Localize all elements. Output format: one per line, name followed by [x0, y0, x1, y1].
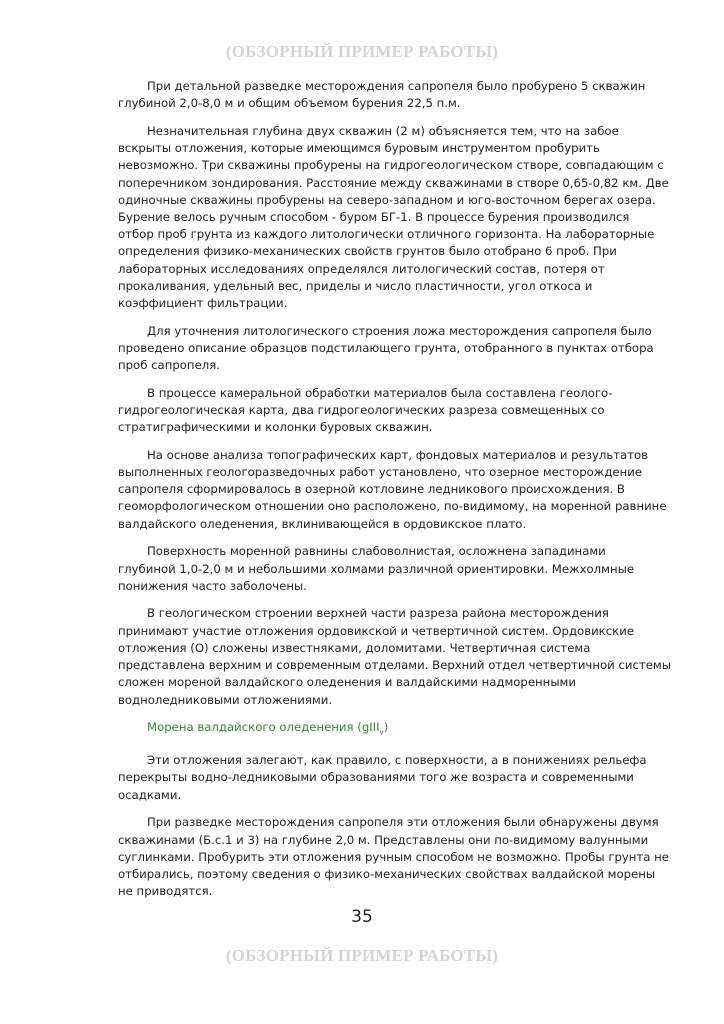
paragraph	[118, 323, 688, 375]
heading-main: Морена валдайского оледенения (gIII	[147, 720, 380, 735]
paragraph	[118, 543, 688, 595]
section-heading	[118, 719, 688, 742]
paragraph-line: В процессе камеральной обработки материалов была составлена геолого-	[147, 385, 613, 400]
paragraph-line: лабораторных исследованиях определялся литологический состав, потеря от	[118, 261, 605, 276]
paragraph-line: не приводятся.	[118, 884, 213, 899]
paragraph-line: Незначительная глубина двух скважин (2 м) объясняется тем, что на забое	[147, 123, 619, 138]
paragraph-line: невозможно. Три скважины пробурены на гидрогеологическом створе, совпадающим с	[118, 158, 664, 173]
paragraph-line: геоморфологическом отношении оно расположено, по-видимому, на моренной равнине	[118, 499, 667, 514]
paragraph-line: Бурение велось ручным способом - буром БГ-1. В процессе бурения производился	[118, 209, 630, 224]
paragraph-line: сапропеля сформировалось в озерной котловине ледникового происхождения. В	[118, 482, 625, 497]
paragraph-line: Поверхность моренной равнины слабоволнистая, осложнена западинами	[147, 544, 606, 559]
heading-tail: )	[383, 720, 389, 735]
page-number: 35	[351, 907, 373, 927]
paragraph	[118, 385, 688, 437]
paragraph-line: принимают участие отложения ордовикской и четвертичной систем. Ордовикские	[118, 623, 635, 638]
paragraph	[118, 605, 688, 708]
heading-subscript: v	[379, 728, 384, 737]
paragraph-line: стратиграфическими и колонки буровых скважин.	[118, 420, 433, 435]
paragraph-line: одиночные скважины пробурены на северо-западном и юго-восточном берегах озера.	[118, 192, 656, 207]
paragraph-line: Эти отложения залегают, как правило, с поверхности, а в понижениях рельефа	[147, 753, 647, 768]
document-body	[118, 78, 688, 911]
paragraph-line: В геологическом строении верхней части разреза района месторождения	[147, 606, 609, 621]
paragraph	[118, 447, 688, 533]
paragraph-line: коэффициент фильтрации.	[118, 295, 288, 310]
paragraph-line: перекрыты водно-ледниковыми образованиями того же возраста и современными	[118, 770, 634, 785]
paragraph-line: понижения часто заболочены.	[118, 578, 307, 593]
paragraph-line: суглинками. Пробурить эти отложения ручным способом не возможно. Пробы грунта не	[118, 849, 669, 864]
paragraph-line: поперечником зондирования. Расстояние между скважинами в створе 0,65-0,82 км. Две	[118, 175, 669, 190]
paragraph-line: представлена верхним и современным отделами. Верхний отдел четвертичной системы	[118, 658, 671, 673]
paragraph-line: прокаливания, удельный вес, приделы и число пластичности, угол откоса и	[118, 278, 593, 293]
paragraph-line: осадками.	[118, 787, 182, 802]
paragraph	[118, 123, 688, 312]
paragraph-line: Для уточнения литологического строения ложа месторождения сапропеля было	[147, 323, 652, 338]
watermark-bottom: (ОБЗОРНЫЙ ПРИМЕР РАБОТЫ)	[225, 946, 499, 965]
paragraph	[118, 78, 688, 112]
section-heading-text	[118, 719, 688, 742]
paragraph-line: валдайского оледенения, вклинивающейся в ордовикское плато.	[118, 516, 527, 531]
paragraph-line: проведено описание образцов подстилающего грунта, отобранного в пунктах отбора	[118, 340, 654, 355]
paragraph	[118, 752, 688, 804]
paragraph-line: глубиной 1,0-2,0 м и небольшими холмами различной ориентировки. Межхолмные	[118, 561, 635, 576]
paragraph-line: вскрыты отложения, которые имеющимся буровым инструментом пробурить	[118, 141, 600, 156]
paragraph-line: скважинами (Б.с.1 и 3) на глубине 2,0 м. Представлены они по-видимому валунными	[118, 832, 649, 847]
paragraph-line: определения физико-механических свойств грунтов было отобрано 6 проб. При	[118, 244, 617, 259]
paragraph-line: отбор проб грунта из каждого литологически отличного горизонта. На лабораторные	[118, 227, 655, 242]
paragraph-line: гидрогеологическая карта, два гидрогеологических разреза совмещенных со	[118, 402, 605, 417]
paragraph-line: отбирались, поэтому сведения о физико-механических свойствах валдайской морены	[118, 866, 656, 881]
paragraph-line: При детальной разведке месторождения сапропеля было пробурено 5 скважин	[147, 79, 646, 93]
paragraph-line: сложен мореной валдайского оледенения и валдайскими надморенными	[118, 675, 576, 690]
paragraph-line: проб сапропеля.	[118, 358, 220, 373]
paragraph-line: При разведке месторождения сапропеля эти отложения были обнаружены двумя	[147, 815, 659, 830]
paragraph-line: отложения (О) сложены известняками, доломитами. Четвертичная система	[118, 640, 591, 655]
paragraph	[118, 814, 688, 900]
watermark-top: (ОБЗОРНЫЙ ПРИМЕР РАБОТЫ)	[225, 42, 499, 61]
paragraph-line: выполненных геологоразведочных работ установлено, что озерное месторождение	[118, 465, 643, 480]
paragraph-line: На основе анализа топографических карт, фондовых материалов и результатов	[147, 447, 649, 462]
paragraph-line: водноледниковыми отложениями.	[118, 692, 333, 707]
paragraph-line: глубиной 2,0-8,0 м и общим объемом бурения 22,5 п.м.	[118, 96, 461, 111]
